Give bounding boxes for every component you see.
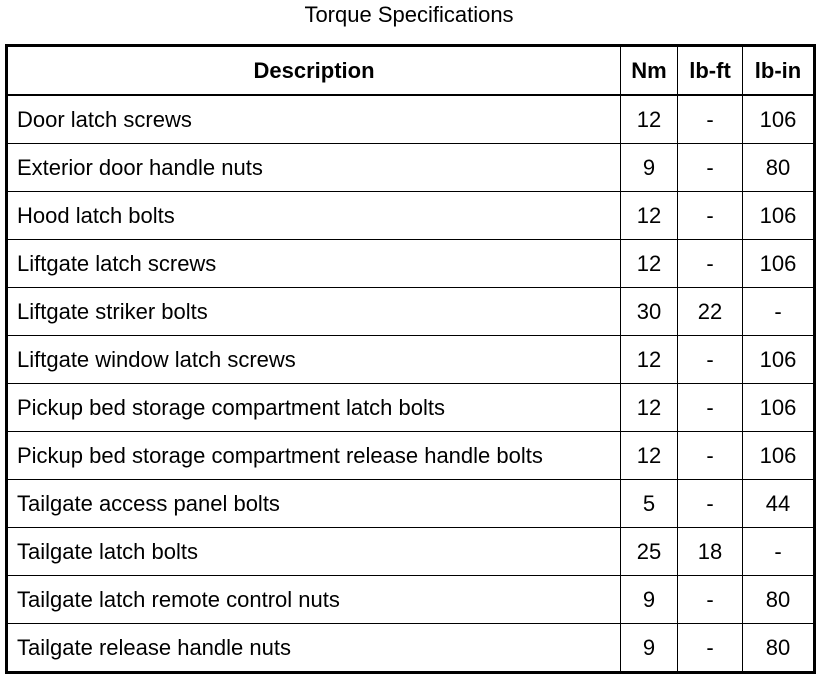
description-cell: Liftgate latch screws	[7, 240, 621, 288]
table-row	[7, 336, 815, 384]
lb-in-cell: 106	[743, 336, 815, 384]
table-row	[7, 95, 815, 144]
table-row	[7, 576, 815, 624]
nm-cell: 12	[621, 384, 678, 432]
page-title: Torque Specifications	[304, 2, 514, 27]
lb-ft-cell: -	[678, 240, 743, 288]
table-row	[7, 192, 815, 240]
lb-in-cell: 106	[743, 432, 815, 480]
nm-cell: 25	[621, 528, 678, 576]
table-row	[7, 432, 815, 480]
description-cell: Liftgate striker bolts	[7, 288, 621, 336]
nm-cell: 9	[621, 624, 678, 673]
lb-in-cell: 106	[743, 192, 815, 240]
nm-cell: 12	[621, 336, 678, 384]
lb-ft-cell: -	[678, 95, 743, 144]
lb-in-cell: -	[743, 528, 815, 576]
nm-cell: 12	[621, 95, 678, 144]
lb-ft-cell: -	[678, 384, 743, 432]
description-cell: Pickup bed storage compartment latch bolts	[7, 384, 621, 432]
nm-cell: 12	[621, 192, 678, 240]
lb-ft-cell: -	[678, 432, 743, 480]
lb-ft-cell: -	[678, 480, 743, 528]
lb-in-cell: 80	[743, 576, 815, 624]
description-cell: Tailgate release handle nuts	[7, 624, 621, 673]
lb-ft-cell: 22	[678, 288, 743, 336]
lb-in-cell: 106	[743, 384, 815, 432]
nm-cell: 5	[621, 480, 678, 528]
column-header-lb-in: lb-in	[743, 46, 815, 96]
lb-ft-cell: -	[678, 144, 743, 192]
lb-in-cell: 106	[743, 240, 815, 288]
description-cell: Pickup bed storage compartment release handle bolts	[7, 432, 621, 480]
description-cell: Door latch screws	[7, 95, 621, 144]
nm-cell: 30	[621, 288, 678, 336]
table-row	[7, 144, 815, 192]
lb-in-cell: 106	[743, 95, 815, 144]
nm-cell: 9	[621, 576, 678, 624]
nm-cell: 12	[621, 240, 678, 288]
lb-in-cell: -	[743, 288, 815, 336]
column-header-nm: Nm	[621, 46, 678, 96]
table-row	[7, 288, 815, 336]
nm-cell: 12	[621, 432, 678, 480]
nm-cell: 9	[621, 144, 678, 192]
lb-ft-cell: -	[678, 624, 743, 673]
table-row	[7, 480, 815, 528]
table-row	[7, 240, 815, 288]
description-cell: Exterior door handle nuts	[7, 144, 621, 192]
lb-ft-cell: 18	[678, 528, 743, 576]
table-row	[7, 528, 815, 576]
description-cell: Liftgate window latch screws	[7, 336, 621, 384]
description-cell: Tailgate access panel bolts	[7, 480, 621, 528]
description-cell: Tailgate latch remote control nuts	[7, 576, 621, 624]
lb-in-cell: 80	[743, 144, 815, 192]
column-header-lb-ft: lb-ft	[678, 46, 743, 96]
table-header-row	[7, 46, 815, 96]
lb-ft-cell: -	[678, 192, 743, 240]
lb-ft-cell: -	[678, 576, 743, 624]
table-row	[7, 384, 815, 432]
description-cell: Hood latch bolts	[7, 192, 621, 240]
torque-spec-table	[5, 44, 816, 674]
lb-in-cell: 80	[743, 624, 815, 673]
lb-in-cell: 44	[743, 480, 815, 528]
table-row	[7, 624, 815, 673]
description-cell: Tailgate latch bolts	[7, 528, 621, 576]
column-header-description: Description	[7, 46, 621, 96]
lb-ft-cell: -	[678, 336, 743, 384]
